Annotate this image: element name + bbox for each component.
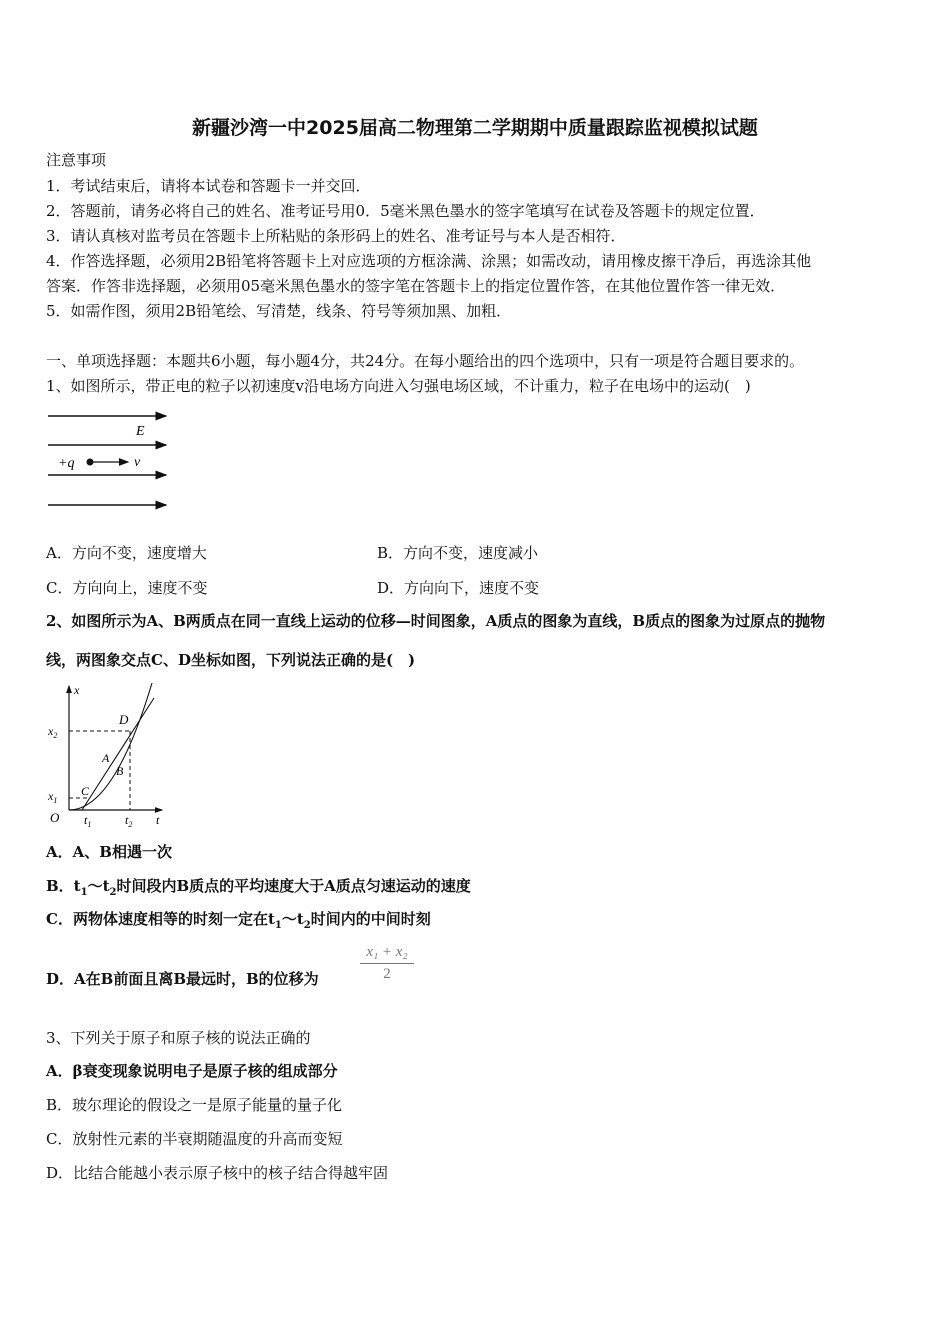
q1-option-d: D．方向向下，速度不变: [377, 579, 540, 597]
notice-item: 4．作答选择题，必须用2B铅笔将答题卡上对应选项的方框涂满、涂黑；如需改动，请用橡皮擦干净后，再选涂其他: [46, 252, 812, 270]
notice-item: 答案．作答非选择题，必须用05毫米黑色墨水的签字笔在答题卡上的指定位置作答，在其他位置作答一律无效．: [46, 277, 786, 295]
svg-text:O: O: [50, 810, 60, 825]
svg-text:t: t: [156, 813, 160, 827]
q3-option-d: D．比结合能越小表示原子核中的核子结合得越牢固: [46, 1164, 389, 1182]
section-heading: 一、单项选择题：本题共6小题，每小题4分，共24分。在每小题给出的四个选项中，只有一项是符合题目要求的。: [46, 352, 805, 370]
q2-stem: 线，两图象交点C、D坐标如图，下列说法正确的是( ): [46, 651, 416, 669]
fraction: $\frac{\text{x₁ + x₂}}{2}$: [360, 944, 414, 983]
svg-text:x1: $x_1$: [48, 789, 58, 805]
q1-stem: 1、如图所示，带正电的粒子以初速度v沿电场方向进入匀强电场区域，不计重力，粒子在电场中的运动( ): [46, 377, 751, 395]
q1-field-figure: [44, 405, 174, 515]
q1-option-a: A．方向不变，速度增大: [46, 544, 207, 562]
q1-option-b: B．方向不变，速度减小: [377, 544, 539, 562]
svg-text:x: x: [74, 683, 80, 697]
svg-text:t2: $t_2$: [125, 813, 133, 829]
q2-option-b: B．$t_1\sim t_2$时间段内B质点的平均速度大于A质点匀速运动的速度: [46, 877, 471, 898]
q1-option-c: C．方向向上，速度不变: [46, 579, 208, 597]
svg-text:A: A: [102, 751, 110, 765]
q3-option-c: C．放射性元素的半衰期随温度的升高而变短: [46, 1130, 343, 1148]
q3-stem: 3、下列关于原子和原子核的说法正确的: [46, 1029, 311, 1047]
charge-label: +q: [58, 456, 75, 471]
q2-option-c: C．两物体速度相等的时刻一定在$t_1\sim t_2$时间内的中间时刻: [46, 910, 431, 931]
field-label: E: [136, 424, 145, 439]
velocity-label: v: [134, 455, 141, 470]
q2-xt-graph: [44, 680, 174, 830]
notice-item: 5．如需作图，须用2B铅笔绘、写清楚，线条、符号等须加黑、加粗．: [46, 302, 512, 320]
notice-heading: 注意事项: [46, 151, 107, 169]
q2-stem: 2、如图所示为A、B两质点在同一直线上运动的位移—时间图象，A质点的图象为直线，B质点的图象为过原点的抛物: [46, 612, 826, 630]
svg-text:C: C: [81, 784, 90, 798]
q2-option-d: D．A在B前面且离B最远时，B的位移为: [46, 970, 319, 988]
page-title: 新疆沙湾一中2025届高二物理第二学期期中质量跟踪监视模拟试题: [192, 117, 758, 139]
q3-option-b: B．玻尔理论的假设之一是原子能量的量子化: [46, 1096, 343, 1114]
svg-text:x2: $x_2$: [48, 724, 58, 740]
svg-text:t1: $t_1$: [84, 813, 92, 829]
svg-text:D: D: [119, 712, 129, 727]
q3-option-a: A．β衰变现象说明电子是原子核的组成部分: [46, 1062, 338, 1080]
svg-text:B: B: [116, 764, 124, 778]
notice-item: 1．考试结束后，请将本试卷和答题卡一并交回．: [46, 177, 371, 195]
notice-item: 3．请认真核对监考员在答题卡上所粘贴的条形码上的姓名、准考证号与本人是否相符．: [46, 227, 626, 245]
notice-item: 2．答题前，请务必将自己的姓名、准考证号用0．5毫米黑色墨水的签字笔填写在试卷及答题卡的规定位置．: [46, 202, 765, 220]
q2-option-a: A．A、B相遇一次: [46, 843, 172, 861]
